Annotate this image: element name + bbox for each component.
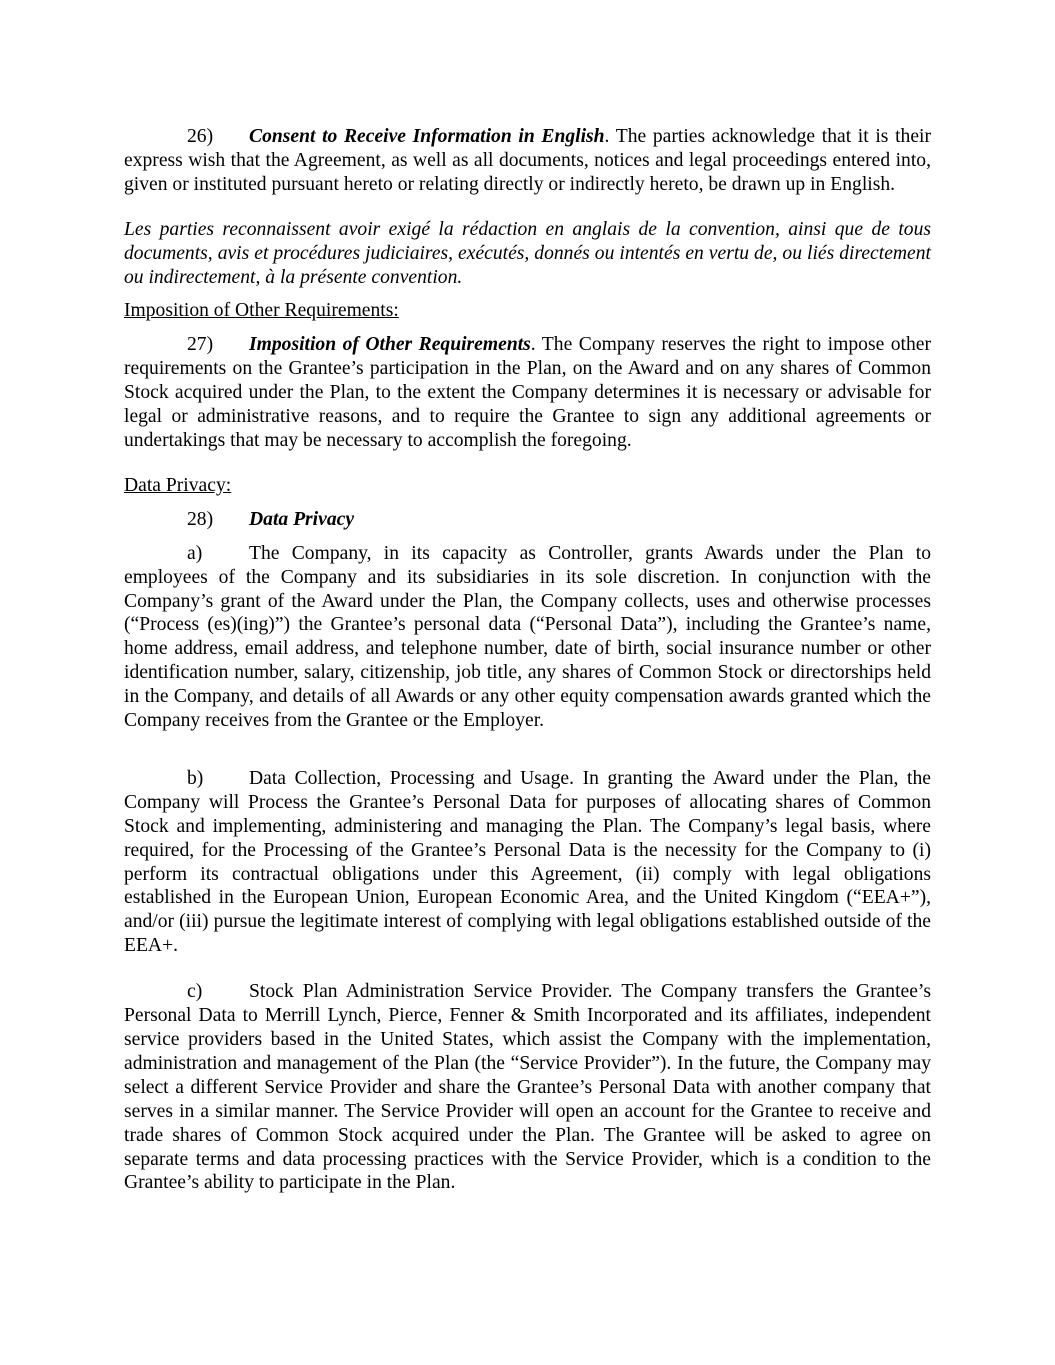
section-26-body: . The parties acknowledge that it is their express wish that the Agreement, as well as all documents, notices and legal proceedings entered into, given or instituted pursuant hereto or relating directly or indirectly hereto, be drawn up in English. [124,126,931,195]
section-26-paragraph [124,125,931,197]
section-28-heading [124,474,931,498]
section-28c-label: c) [187,981,203,1003]
section-28a-paragraph [124,542,931,733]
document-page [124,124,931,1195]
section-27-number: 27) [187,334,214,356]
section-28b-text: Data Collection, Processing and Usage. In granting the Award under the Plan, the Company will Process the Grantee’s Personal Data for purposes of allocating shares of Common Stock and implementing, administering and managing the Plan. The Company’s legal basis, where required, for the Processing of the Grantee’s Personal Data is the necessity for the Company to (i) perform its contractual obligations under this Agreement, (ii) comply with legal obligations established in the European Union, European Economic Area, and the United Kingdom (“EEA+”), and/or (iii) pursue the legitimate interest of complying with legal obligations established outside of the EEA+. [124,767,931,957]
section-27-body: . The Company reserves the right to impose other requirements on the Grantee’s participation in the Plan, on the Award and on any shares of Common Stock acquired under the Plan, to the extent the Company determines it is necessary or advisable for legal or administrative reasons, and to require the Grantee to sign any additional agreements or undertakings that may be necessary to accomplish the foregoing. [124,334,931,451]
section-28-title-line [124,508,931,532]
section-26-number: 26) [187,126,214,147]
section-28b-paragraph [124,767,931,958]
section-28b-label: b) [187,767,204,789]
section-28c-paragraph [124,980,931,1195]
section-26-title: Consent to Receive Information in English [249,126,605,147]
section-27-title: Imposition of Other Requirements [249,334,531,356]
section-27-heading [124,299,931,323]
section-27-heading-text: Imposition of Other Requirements: [124,300,399,322]
section-27-paragraph [124,333,931,453]
section-28a-text: The Company, in its capacity as Controller, grants Awards under the Plan to employees of the Company and its subsidiaries in its sole discretion. In conjunction with the Company’s grant of the Award under the Plan, the Company collects, uses and otherwise processes (“Process (es)(ing)”) the Grantee’s personal data (“Personal Data”), including the Grantee’s name, home address, email address, and telephone number, date of birth, social insurance number or other identification number, salary, citizenship, job title, any shares of Common Stock or directorships held in the Company, and details of all Awards or any other equity compensation awards granted which the Company receives from the Grantee or the Employer. [124,542,931,732]
section-26-french-paragraph: Les parties reconnaissent avoir exigé la rédaction en anglais de la convention, ainsi que de tous documents, avis et procédures judiciaires, exécutés, donnés ou intentés en vertu de, ou liés directement ou indirectement, à la présente convention. [124,218,931,288]
section-28a-label: a) [187,542,203,564]
section-28-heading-text: Data Privacy: [124,474,232,496]
section-28c-text: Stock Plan Administration Service Provider. The Company transfers the Grantee’s Personal Data to Merrill Lynch, Pierce, Fenner & Smith Incorporated and its affiliates, independent service providers based in the United States, which assist the Company with the implementation, administration and management of the Plan (the “Service Provider”). In the future, the Company may select a different Service Provider and share the Grantee’s Personal Data with another company that serves in a similar manner. The Service Provider will open an account for the Grantee to receive and trade shares of Common Stock acquired under the Plan. The Grantee will be asked to agree on separate terms and data processing practices with the Service Provider, which is a condition to the Grantee’s ability to participate in the Plan. [124,981,931,1194]
section-28-title: Data Privacy [249,508,355,530]
section-28-number: 28) [187,508,214,530]
